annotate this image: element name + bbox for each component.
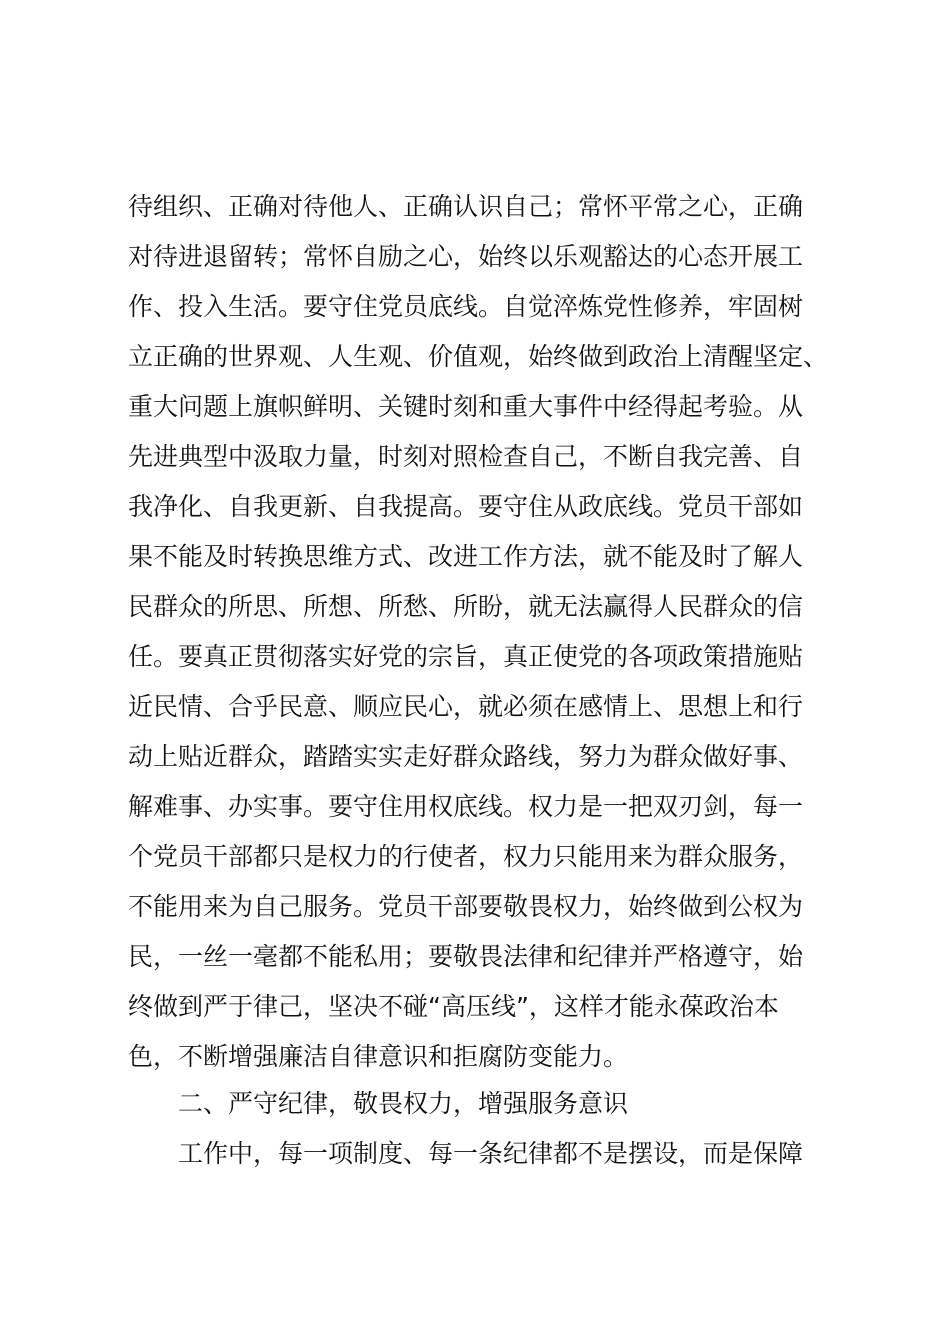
text-line: 色，不断增强廉洁自律意识和拒腐防变能力。 (128, 1042, 629, 1071)
text-line: 先进典型中汲取力量，时刻对照检查自己，不断自我完善、自 (128, 442, 804, 471)
text-line: 近民情、合乎民意、顺应民心，就必须在感情上、思想上和行 (128, 692, 804, 721)
text-line: 对待进退留转；常怀自励之心，始终以乐观豁达的心态开展工 (128, 242, 804, 271)
section-heading: 二、严守纪律，敬畏权力，增强服务意识 (178, 1089, 629, 1118)
text-line: 重大问题上旗帜鲜明、关键时刻和重大事件中经得起考验。从 (128, 392, 804, 421)
text-line: 任。要真正贯彻落实好党的宗旨，真正使党的各项政策措施贴 (128, 642, 804, 671)
next-paragraph: 工作中，每一项制度、每一条纪律都不是摆设，而是保障 (178, 1139, 804, 1168)
text-line: 动上贴近群众，踏踏实实走好群众路线，努力为群众做好事、 (128, 742, 804, 771)
text-line: 作、投入生活。要守住党员底线。自觉淬炼党性修养，牢固树 (128, 292, 804, 321)
text-line: 民群众的所思、所想、所愁、所盼，就无法赢得人民群众的信 (128, 592, 804, 621)
text-line: 终做到严于律己，坚决不碰“高压线”，这样才能永葆政治本 (128, 992, 779, 1021)
text-line: 解难事、办实事。要守住用权底线。权力是一把双刃剑，每一 (128, 792, 804, 821)
text-line: 民，一丝一毫都不能私用；要敬畏法律和纪律并严格遵守，始 (128, 942, 804, 971)
text-line: 待组织、正确对待他人、正确认识自己；常怀平常之心，正确 (128, 192, 804, 221)
text-line: 不能用来为自己服务。党员干部要敬畏权力，始终做到公权为 (128, 892, 804, 921)
text-line: 个党员干部都只是权力的行使者，权力只能用来为群众服务， (128, 842, 804, 871)
text-line: 立正确的世界观、人生观、价值观，始终做到政治上清醒坚定、 (128, 342, 829, 371)
text-line: 果不能及时转换思维方式、改进工作方法，就不能及时了解人 (128, 542, 804, 571)
body-paragraph (128, 182, 844, 1082)
text-line: 我净化、自我更新、自我提高。要守住从政底线。党员干部如 (128, 492, 804, 521)
